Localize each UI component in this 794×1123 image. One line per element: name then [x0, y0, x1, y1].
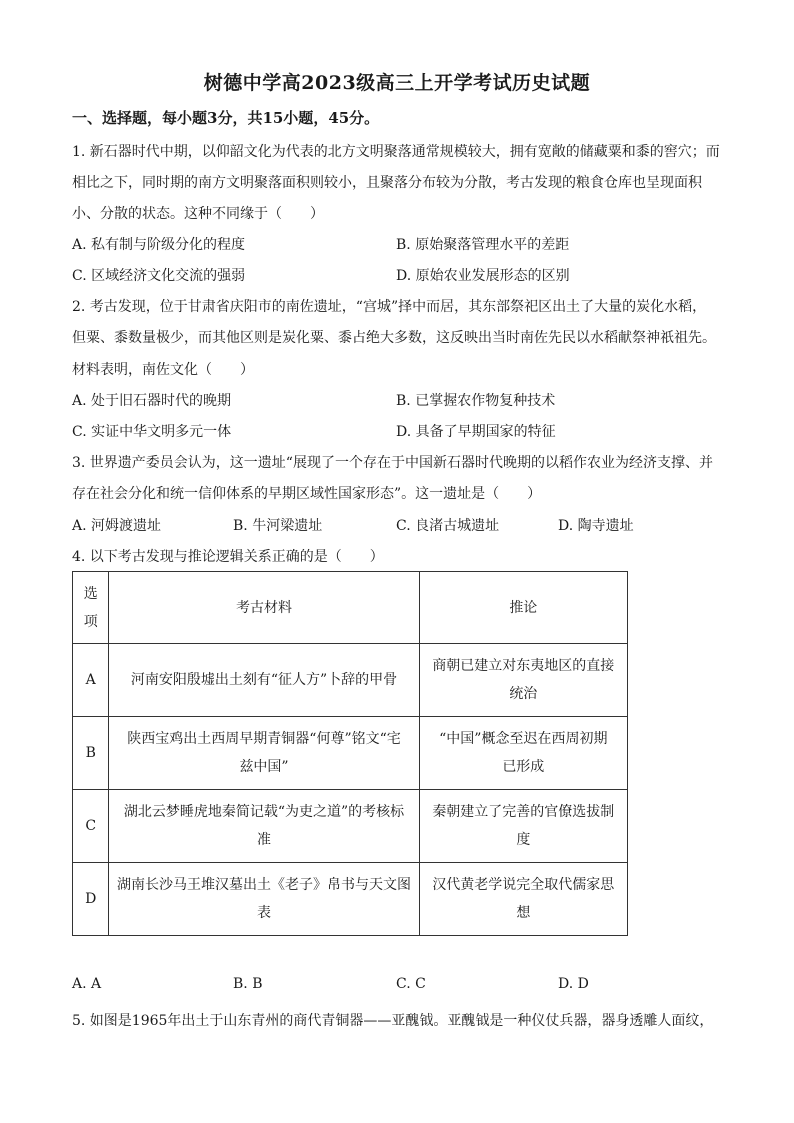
- q4-option-c[interactable]: C. C: [396, 976, 426, 992]
- exam-title: 树德中学高2023级高三上开学考试历史试题: [203, 72, 591, 94]
- row-material-line: 表: [257, 905, 272, 921]
- q1-option-b[interactable]: B. 原始聚落管理水平的差距: [396, 237, 570, 253]
- row-inference: [419, 717, 627, 790]
- q1-option-a[interactable]: A. 私有制与阶级分化的程度: [72, 237, 246, 253]
- q1-option-c[interactable]: C. 区域经济文化交流的强弱: [72, 268, 246, 284]
- row-option: B: [73, 717, 109, 790]
- row-option: A: [73, 644, 109, 717]
- section-heading: 一、选择题，每小题3分，共15小题，45分。: [72, 109, 380, 127]
- q4-table: [72, 571, 628, 936]
- row-inference-line: 想: [516, 905, 531, 921]
- q2-line-3: 材料表明，南佐文化（ ）: [72, 362, 254, 378]
- q4-option-a[interactable]: A. A: [72, 976, 102, 992]
- row-material-line: 陕西宝鸡出土西周早期青铜器“何尊”铭文“宅: [127, 731, 401, 747]
- row-material-line: 兹中国”: [239, 759, 289, 775]
- header-option-char-1: 选: [83, 585, 98, 602]
- q5-line-1: 5. 如图是1965年出土于山东青州的商代青铜器——亚醜钺。亚醜钺是一种仪仗兵器，器身透雕人面纹，: [72, 1013, 714, 1029]
- q1-line-3: 小、分散的状态。这种不同缘于（ ）: [72, 206, 324, 222]
- q4-option-b[interactable]: B. B: [233, 976, 263, 992]
- q2-option-d[interactable]: D. 具备了早期国家的特征: [396, 424, 556, 440]
- table-row: [73, 644, 628, 717]
- row-inference: [419, 863, 627, 936]
- q2-line-1: 2. 考古发现，位于甘肃省庆阳市的南佐遗址，“宫城”择中而居，其东部祭祀区出土了大量的炭化水稻，: [72, 299, 707, 315]
- q1-line-1: 1. 新石器时代中期，以仰韶文化为代表的北方文明聚落通常规模较大，拥有宽敞的储藏粟和黍的窖穴；而: [72, 144, 720, 160]
- q1-option-d[interactable]: D. 原始农业发展形态的区别: [396, 268, 570, 284]
- row-material-line: 湖南长沙马王堆汉墓出土《老子》帛书与天文图: [117, 877, 412, 893]
- q2-option-b[interactable]: B. 已掌握农作物复种技术: [396, 393, 556, 409]
- row-option: C: [73, 790, 109, 863]
- q2-option-a[interactable]: A. 处于旧石器时代的晚期: [72, 393, 232, 409]
- q4-stem: 4. 以下考古发现与推论逻辑关系正确的是（ ）: [72, 549, 384, 565]
- row-inference: [419, 644, 627, 717]
- q3-option-d[interactable]: D. 陶寺遗址: [558, 518, 634, 534]
- row-inference-line: 汉代黄老学说完全取代儒家思: [432, 877, 615, 893]
- q2-line-2: 但粟、黍数量极少，而其他区则是炭化粟、黍占绝大多数，这反映出当时南佐先民以水稻献祭神祇祖先。: [72, 330, 716, 346]
- q1-line-2: 相比之下，同时期的南方文明聚落面积则较小，且聚落分布较为分散，考古发现的粮食仓库也呈现面积: [72, 175, 702, 191]
- header-inference: 推论: [419, 572, 627, 644]
- row-material: [109, 790, 419, 863]
- row-inference-line: 度: [516, 832, 531, 848]
- row-material: [109, 863, 419, 936]
- q3-line-2: 存在社会分化和统一信仰体系的早期区域性国家形态”。这一遗址是（ ）: [72, 486, 542, 502]
- row-material-line: 河南安阳殷墟出土刻有“征人方”卜辞的甲骨: [130, 672, 398, 688]
- row-material: [109, 644, 419, 717]
- row-inference-line: 商朝已建立对东夷地区的直接: [432, 658, 615, 674]
- row-inference-line: 秦朝建立了完善的官僚选拔制: [432, 804, 615, 820]
- q4-option-d[interactable]: D. D: [558, 976, 589, 992]
- row-material: [109, 717, 419, 790]
- table-row: [73, 717, 628, 790]
- row-inference-line: 已形成: [502, 759, 545, 775]
- q2-option-c[interactable]: C. 实证中华文明多元一体: [72, 424, 232, 440]
- row-material-line: 湖北云梦睡虎地秦简记载“为吏之道”的考核标: [123, 804, 405, 820]
- table-row: [73, 790, 628, 863]
- row-material-line: 准: [257, 832, 272, 848]
- row-inference: [419, 790, 627, 863]
- row-inference-line: 统治: [509, 686, 538, 702]
- table-header-row: [73, 572, 628, 644]
- row-inference-line: “中国”概念至迟在西周初期: [439, 731, 608, 747]
- q3-option-c[interactable]: C. 良渚古城遗址: [396, 518, 500, 534]
- table-row: [73, 863, 628, 936]
- header-option-char-2: 项: [83, 613, 98, 630]
- q3-option-b[interactable]: B. 牛河梁遗址: [233, 518, 323, 534]
- row-option: D: [73, 863, 109, 936]
- header-option: [73, 572, 109, 644]
- header-material: 考古材料: [109, 572, 419, 644]
- q3-line-1: 3. 世界遗产委员会认为，这一遗址“展现了一个存在于中国新石器时代晚期的以稻作农业为经济支撑、并: [72, 455, 713, 471]
- q3-option-a[interactable]: A. 河姆渡遗址: [72, 518, 162, 534]
